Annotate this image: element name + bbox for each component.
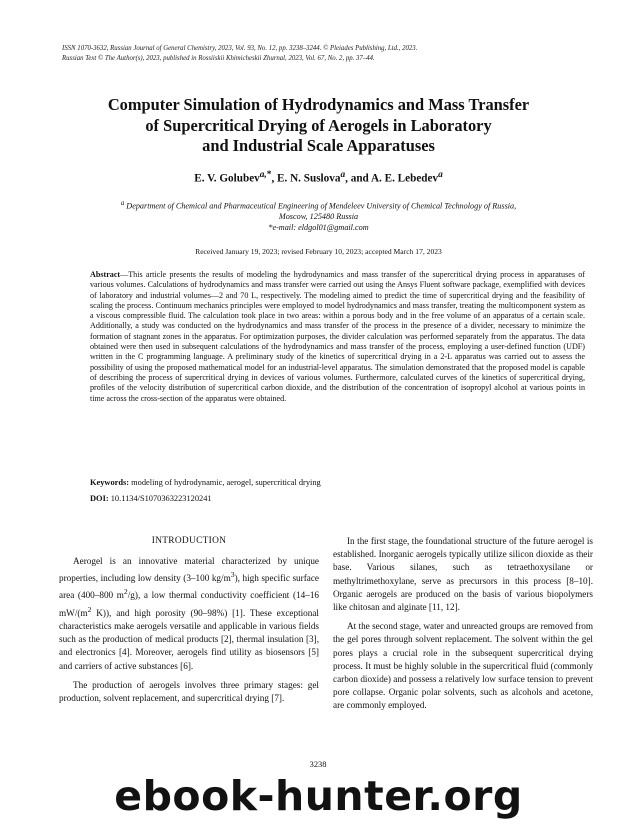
- author-2-affil-mark: a: [340, 170, 346, 180]
- page-number: 3238: [309, 760, 327, 769]
- left-paragraph-2: The production of aerogels involves three primary stages: gel production, solvent replacement, and supercritical drying [7].: [59, 679, 319, 704]
- right-paragraph-2: At the second stage, water and unreacted groups are removed from the gel pores through solvent replacement. The solvent within the gel pores plays a crucial role in the subsequent supercritical drying process. It must be highly soluble in the supercritical fluid (commonly carbon dioxide) and possess a relatively low surface tension to prevent pore collapse. Organic polar solvents, such as alcohols and acetone, are commonly employed.: [333, 621, 593, 711]
- author-3-affil-mark: a: [438, 170, 443, 180]
- body-column-left: [59, 535, 319, 711]
- doi-label: DOI:: [90, 494, 109, 503]
- keywords-text: modeling of hydrodynamic, aerogel, supercritical drying: [129, 478, 321, 487]
- keywords-label: Keywords:: [90, 478, 130, 487]
- affiliation-line-2: Moscow, 125480 Russia: [278, 212, 359, 222]
- title-line-1: Computer Simulation of Hydrodynamics and Mass Transfer: [107, 95, 530, 114]
- journal-header-note: [62, 44, 582, 63]
- author-1-name: E. V. Golubev: [194, 172, 260, 185]
- contact-email: *e-mail: eldgol01@gmail.com: [268, 222, 369, 232]
- body-column-right: [333, 535, 593, 719]
- abstract: [90, 270, 585, 404]
- abstract-label: Abstract: [90, 270, 121, 279]
- doi: [90, 494, 585, 503]
- corresponding-mark: *: [266, 170, 272, 180]
- paper-title: [40, 95, 597, 157]
- introduction-heading: INTRODUCTION: [151, 536, 227, 546]
- author-3-name: A. E. Lebedev: [370, 172, 439, 185]
- watermark: ebook-hunter.org: [114, 772, 523, 820]
- author-2-name: E. N. Suslova: [277, 172, 341, 185]
- title-line-3: and Industrial Scale Apparatuses: [202, 136, 435, 156]
- header-note-line-2: Russian Text © The Author(s), 2023, published in Rossiiskii Khimicheskii Zhurnal, 2023, Vol. 67, No. 2, pp. 37–44.: [62, 54, 375, 62]
- author-separator-1: ,: [271, 172, 278, 185]
- author-list: [40, 170, 597, 185]
- keywords: [90, 478, 585, 487]
- author-separator-2: , and: [345, 172, 371, 185]
- right-paragraph-1: In the first stage, the foundational structure of the future aerogel is established. Inorganic aerogels typically utilize silicon dioxide as their base. Various silanes, such as tetraethoxysilane or methyltrimethoxylane, serve as precursors in this process [8–10]. Organic aerogels are produced on the basis of various biopolymers like chitosan and alginate [11, 12].: [333, 536, 593, 613]
- affiliation-line-1: Department of Chemical and Pharmaceutical Engineering of Mendeleev University of Chemical Technology of Russia,: [124, 201, 517, 211]
- left-paragraph-1: Aerogel is an innovative material characterized by unique properties, including low density (3–100 $kg/m^3$), high specific surface area (400–800 $m^2/g$), a low thermal conductivity coefficient (14–16 $mW/(m^2$ K)), and high porosity (90–98%) [1]. These exceptional characteristics make aerogels versatile and applicable in various fields such as the production of medical products [2], thermal insulation [3], and electronics [4]. Moreover, aerogels find utility as biosensors [5] and carriers of active substances [6].: [59, 556, 320, 671]
- header-note-line-1: ISSN 1070-3632, Russian Journal of General Chemistry, 2023, Vol. 93, No. 12, pp. 3238–3244. © Pleiades Publishing, Ltd., 2023.: [62, 45, 418, 52]
- received-dates: Received January 19, 2023; revised February 10, 2023; accepted March 17, 2023: [195, 247, 442, 256]
- affiliation-mark: a: [120, 200, 125, 207]
- abstract-text: —This article presents the results of modeling the hydrodynamics and mass transfer of the supercritical drying process in apparatuses of various volumes. Calculations of hydrodynamics and mass transfer were carried out using the Ansys Fluent software package, exemplified with devices of laboratory and industrial volumes—2 and 70 L, respectively. The modeling aimed to predict the time of supercritical drying and the feasibility of scaling the process. Continuum mechanics principles were employed to model hydrodynamics and mass transfer, treating the multicomponent system as a viscous compressible fluid. The calculation took place in two areas: within a porous body and in the free volume of an apparatus of a certain scale. Additionally, a study was conducted on the hydrodynamics and mass transfer of the process in the presence of a divider, necessary to minimize the formation of stagnant zones in the apparatus. For optimization purposes, the divider calculation was performed separately from the apparatus. The data obtained were then used in subsequent calculations of the hydrodynamics and mass transfer of the process, employing a user-defined function (UDF) written in the C programming language. A preliminary study of the kinetics of supercritical drying in a 2-L apparatus was carried out to assess the possibility of using the proposed mathematical model for an industrial-level apparatus. The simulation demonstrated that the proposed model is capable of describing the process of supercritical drying in devices of various volumes. Furthermore, calculated curves of the kinetics of supercritical drying, profiles of the velocity distribution of supercritical carbon dioxide, and the distribution of the concentration of isopropyl alcohol at various points in time across the cross-section of the apparatus were obtained.: [90, 270, 585, 403]
- doi-link[interactable]: 10.1134/S1070363223120241: [108, 494, 212, 503]
- title-line-2: of Supercritical Drying of Aerogels in Laboratory: [145, 115, 492, 135]
- author-1-affil-mark: a,: [259, 170, 267, 180]
- affiliation: [40, 199, 597, 233]
